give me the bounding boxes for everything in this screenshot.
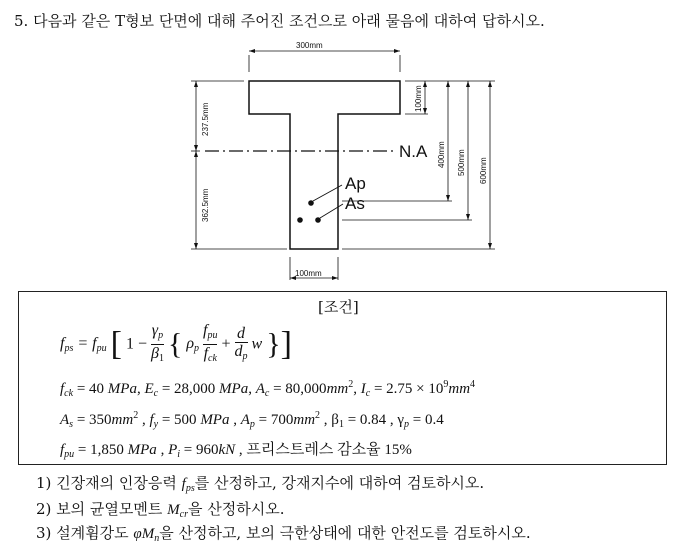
prestress-loss-text: 프리스트레스 감소율 15% bbox=[246, 442, 412, 458]
tendon-ap-dot bbox=[308, 200, 314, 206]
as-label: As bbox=[345, 194, 365, 213]
conditions-line-2: $A_s = 350mm^2$ , $f_y = 500$ MPa , $A_p = 700mm^2$ , $\beta_1 = 0.84$ , $\gamma_p = 0.4$ bbox=[60, 410, 444, 430]
dim-left-upper-label: 237.5mm bbox=[201, 102, 210, 136]
na-label: N.A bbox=[399, 142, 428, 161]
conditions-line-1: $f_{ck} = 40$ MPa, $E_c = 28,000$ MPa, $A_c = 80,000mm^2$, $I_c = 2.75 \times 10^9mm^4$ bbox=[60, 379, 476, 399]
dim-left-lower-label: 362.5mm bbox=[201, 188, 210, 222]
question-3: 3) 설계휨강도 $\varphi M_n$을 산정하고, 보의 극한상태에 대한 안전도를 검토하시오. bbox=[36, 524, 531, 544]
question-title: 5. 다음과 같은 T형보 단면에 대해 주어진 조건으로 아래 물음에 대하여 답하시오. bbox=[14, 12, 545, 30]
dim-top-label: 300mm bbox=[296, 41, 323, 50]
dim-right-400-label: 400mm bbox=[437, 141, 446, 168]
equation-fps: $f_{ps} = f_{pu}$ [ 1 − $\frac{\gamma_p}{\beta_1}$ { $\rho_p$ $\frac{f_{pu}}{f_{ck}}$ + $\frac{d}{d_p}$ w }] bbox=[60, 322, 292, 364]
ap-label: Ap bbox=[345, 174, 366, 193]
dim-right-500-label: 500mm bbox=[457, 149, 466, 176]
conditions-header: [조건] bbox=[318, 298, 359, 316]
dim-bottom-label: 100mm bbox=[295, 269, 322, 278]
rebar-as-dot-1 bbox=[297, 217, 303, 223]
dim-right-100-label: 100mm bbox=[414, 85, 423, 112]
question-2: 2) 보의 균열모멘트 $M_{cr}$을 산정하시오. bbox=[36, 500, 285, 520]
rebar-as-dot-2 bbox=[315, 217, 321, 223]
dim-right-600-label: 600mm bbox=[479, 157, 488, 184]
t-section-outline bbox=[249, 81, 400, 249]
conditions-line-3: $f_{pu} = 1,850$ MPa , $P_i = 960kN$ , 프리스트레스 감소율 15% bbox=[60, 442, 412, 460]
question-1: 1) 긴장재의 인장응력 $f_{ps}$를 산정하고, 강재지수에 대하여 검토하시오. bbox=[36, 474, 485, 494]
